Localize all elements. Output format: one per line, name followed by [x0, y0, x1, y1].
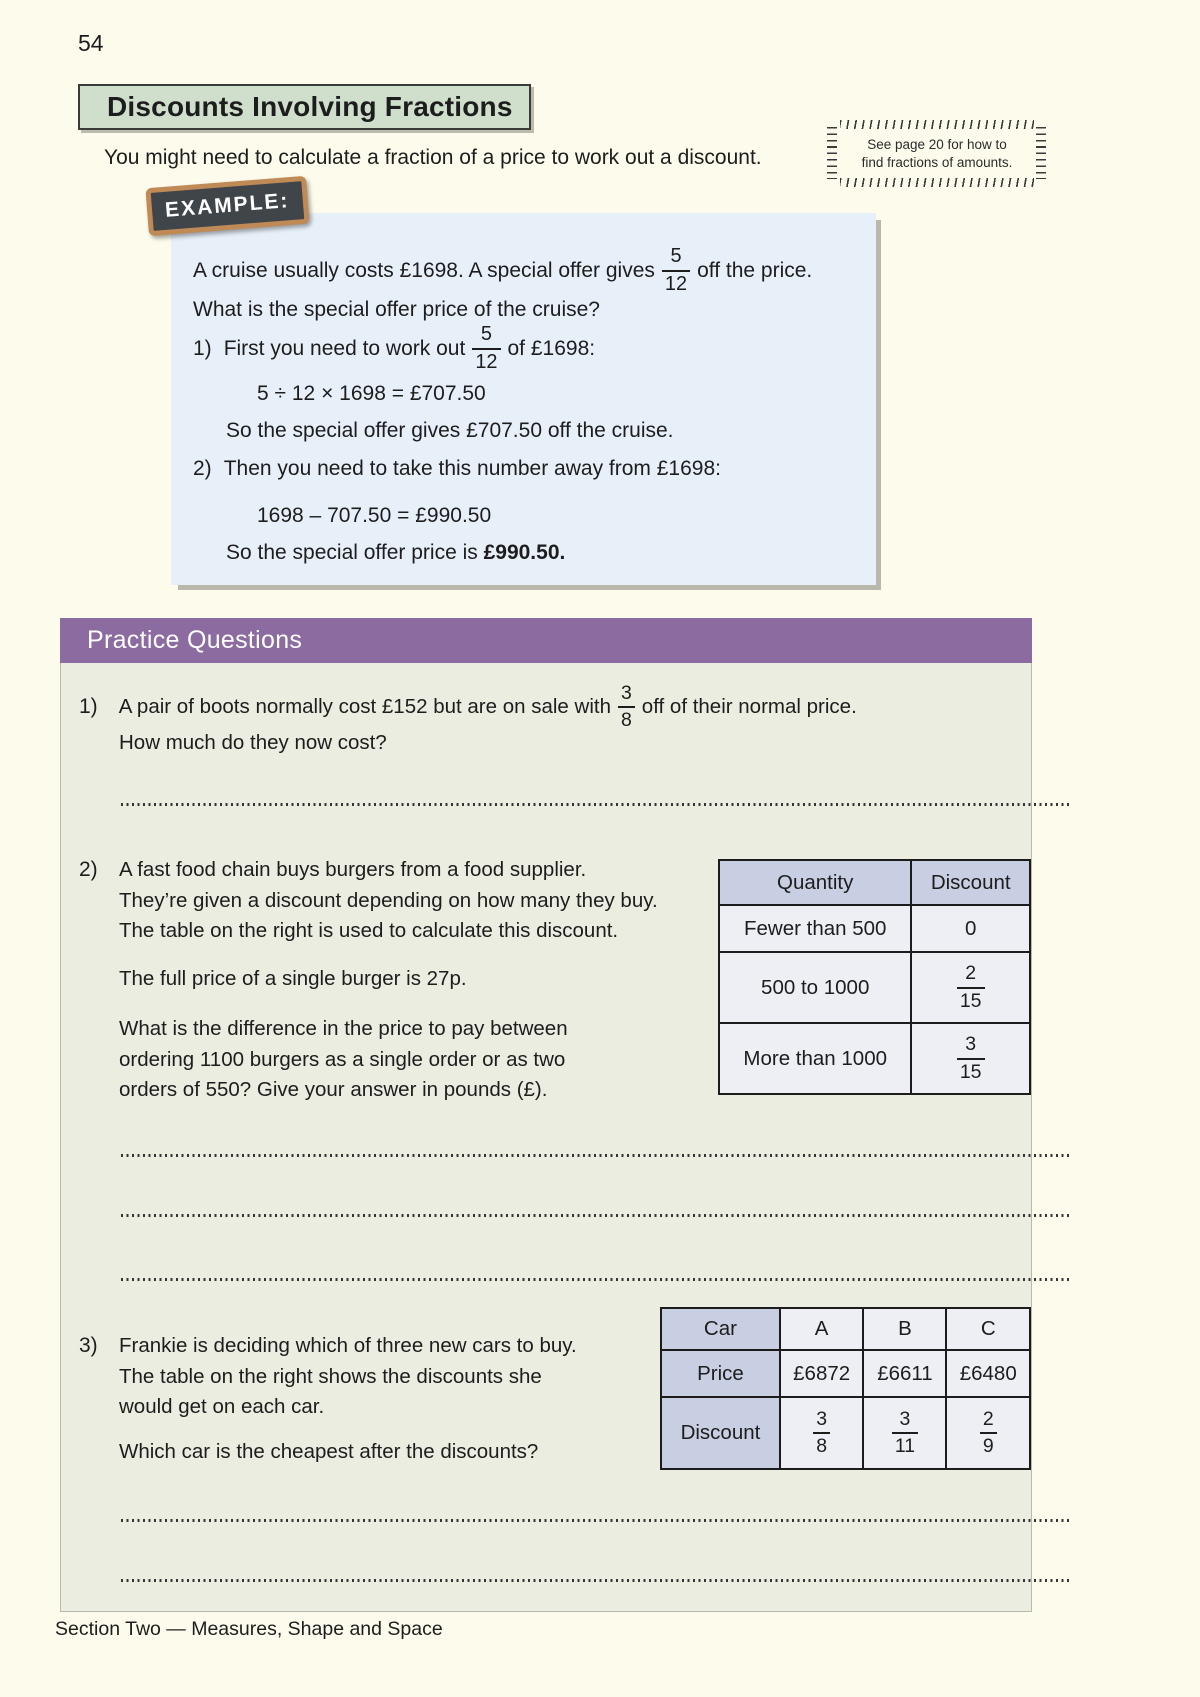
discount-fraction: $\frac{2}{9}$: [980, 1410, 997, 1457]
example-step2-result: So the special offer price is £990.50.: [226, 541, 566, 564]
question-2-price-line: The full price of a single burger is 27p.: [119, 967, 467, 990]
table-label-price: Price: [661, 1350, 780, 1397]
practice-header-label: Practice Questions: [87, 626, 303, 654]
answer-line-q1: [121, 803, 1069, 806]
example-problem-line2: What is the special offer price of the cruise?: [193, 298, 600, 321]
table-row: [661, 1397, 1030, 1469]
example-step1-label: 1): [193, 337, 212, 360]
question-2-paragraph2: What is the difference in the price to pay between ordering 1100 burgers as a single order or as two orders of 550? Give your answer in pounds (£).: [119, 1017, 568, 1101]
answer-line-q3-2: [121, 1579, 1069, 1582]
example-step1-fraction: $\frac{5}{12}$: [472, 325, 500, 373]
page-number: 54: [78, 30, 104, 56]
answer-line-q2-3: [121, 1278, 1069, 1281]
side-note-ticks-right: [1036, 127, 1046, 179]
example-step2-text: Then you need to take this number away from £1698:: [223, 457, 721, 480]
answer-line-q2-1: [121, 1154, 1069, 1157]
question-1-text-post: off of their normal price.: [641, 695, 857, 718]
example-step2-label: 2): [193, 457, 212, 480]
answer-line-q2-2: [121, 1214, 1069, 1217]
table-label-car: Car: [661, 1308, 780, 1350]
side-note-ticks-left: [827, 127, 837, 179]
page-title: Discounts Involving Fractions: [107, 91, 513, 122]
question-1-line2: How much do they now cost?: [119, 731, 387, 754]
discount-fraction: $\frac{2}{15}$: [957, 964, 985, 1011]
side-note-ticks-top: [840, 120, 1034, 129]
example-step2: [193, 449, 721, 489]
discount-fraction: $\frac{3}{15}$: [957, 1035, 985, 1082]
side-note-line2: find fractions of amounts.: [861, 154, 1013, 170]
example-problem-pre: A cruise usually costs £1698. A special offer gives: [193, 259, 655, 282]
example-problem-post: off the price.: [697, 259, 813, 282]
burger-discount-table: [718, 859, 1031, 1095]
intro-text: You might need to calculate a fraction of a price to work out a discount.: [104, 146, 762, 169]
question-1-fraction: $\frac{3}{8}$: [618, 684, 635, 731]
example-step1-pre: First you need to work out: [223, 337, 466, 360]
example-box: [171, 213, 876, 585]
example-step2-calc: 1698 – 707.50 = £990.50: [257, 504, 492, 527]
table-row: Price £6872 £6611 £6480: [661, 1350, 1030, 1397]
example-step1-calc: 5 ÷ 12 × 1698 = £707.50: [257, 382, 486, 405]
section-footer: Section Two — Measures, Shape and Space: [55, 1618, 443, 1640]
table-row: 500 to 1000 $\frac{2}{15}$: [719, 952, 1030, 1023]
example-step1: [193, 321, 595, 377]
question-1-line1: [79, 679, 857, 735]
table-row: Fewer than 500 0: [719, 905, 1030, 952]
example-final-price: £990.50: [483, 541, 560, 564]
question-3-paragraph: Frankie is deciding which of three new cars to buy. The table on the right shows the discounts she would get on each car.: [119, 1334, 577, 1418]
discount-fraction: $\frac{3}{11}$: [892, 1410, 918, 1457]
discount-fraction: $\frac{3}{8}$: [813, 1410, 830, 1457]
question-1-number: 1): [79, 695, 98, 718]
table-label-discount: Discount: [661, 1397, 780, 1469]
example-badge: EXAMPLE:: [145, 176, 309, 236]
example-step1-post: of £1698:: [507, 337, 596, 360]
practice-panel: [60, 618, 1032, 1612]
side-note-ticks-bottom: [840, 178, 1034, 187]
example-problem-fraction: $\frac{5}{12}$: [662, 247, 690, 295]
question-1-text-pre: A pair of boots normally cost £152 but are on sale with: [118, 695, 611, 718]
question-3-question-line: Which car is the cheapest after the discounts?: [119, 1440, 539, 1463]
question-3-number: 3): [79, 1334, 98, 1357]
table-header-discount: Discount: [911, 860, 1030, 905]
table-row: More than 1000 $\frac{3}{15}$: [719, 1023, 1030, 1094]
answer-line-q3-1: [121, 1519, 1069, 1522]
table-row: Car A B C: [661, 1308, 1030, 1350]
side-note-line1: See page 20 for how to: [867, 137, 1007, 152]
table-header-quantity: Quantity: [719, 860, 911, 905]
example-problem-line1: [193, 243, 812, 299]
car-discount-table: [660, 1307, 1031, 1470]
question-2-number: 2): [79, 858, 98, 881]
page-title-box: [78, 84, 531, 130]
practice-header: [60, 618, 1032, 663]
question-2-paragraph1: A fast food chain buys burgers from a food supplier. They’re given a discount depending on how many they buy. The table on the right is used to calculate this discount.: [119, 858, 658, 942]
example-step1-result: So the special offer gives £707.50 off the cruise.: [226, 419, 674, 442]
side-note: [842, 136, 1032, 171]
